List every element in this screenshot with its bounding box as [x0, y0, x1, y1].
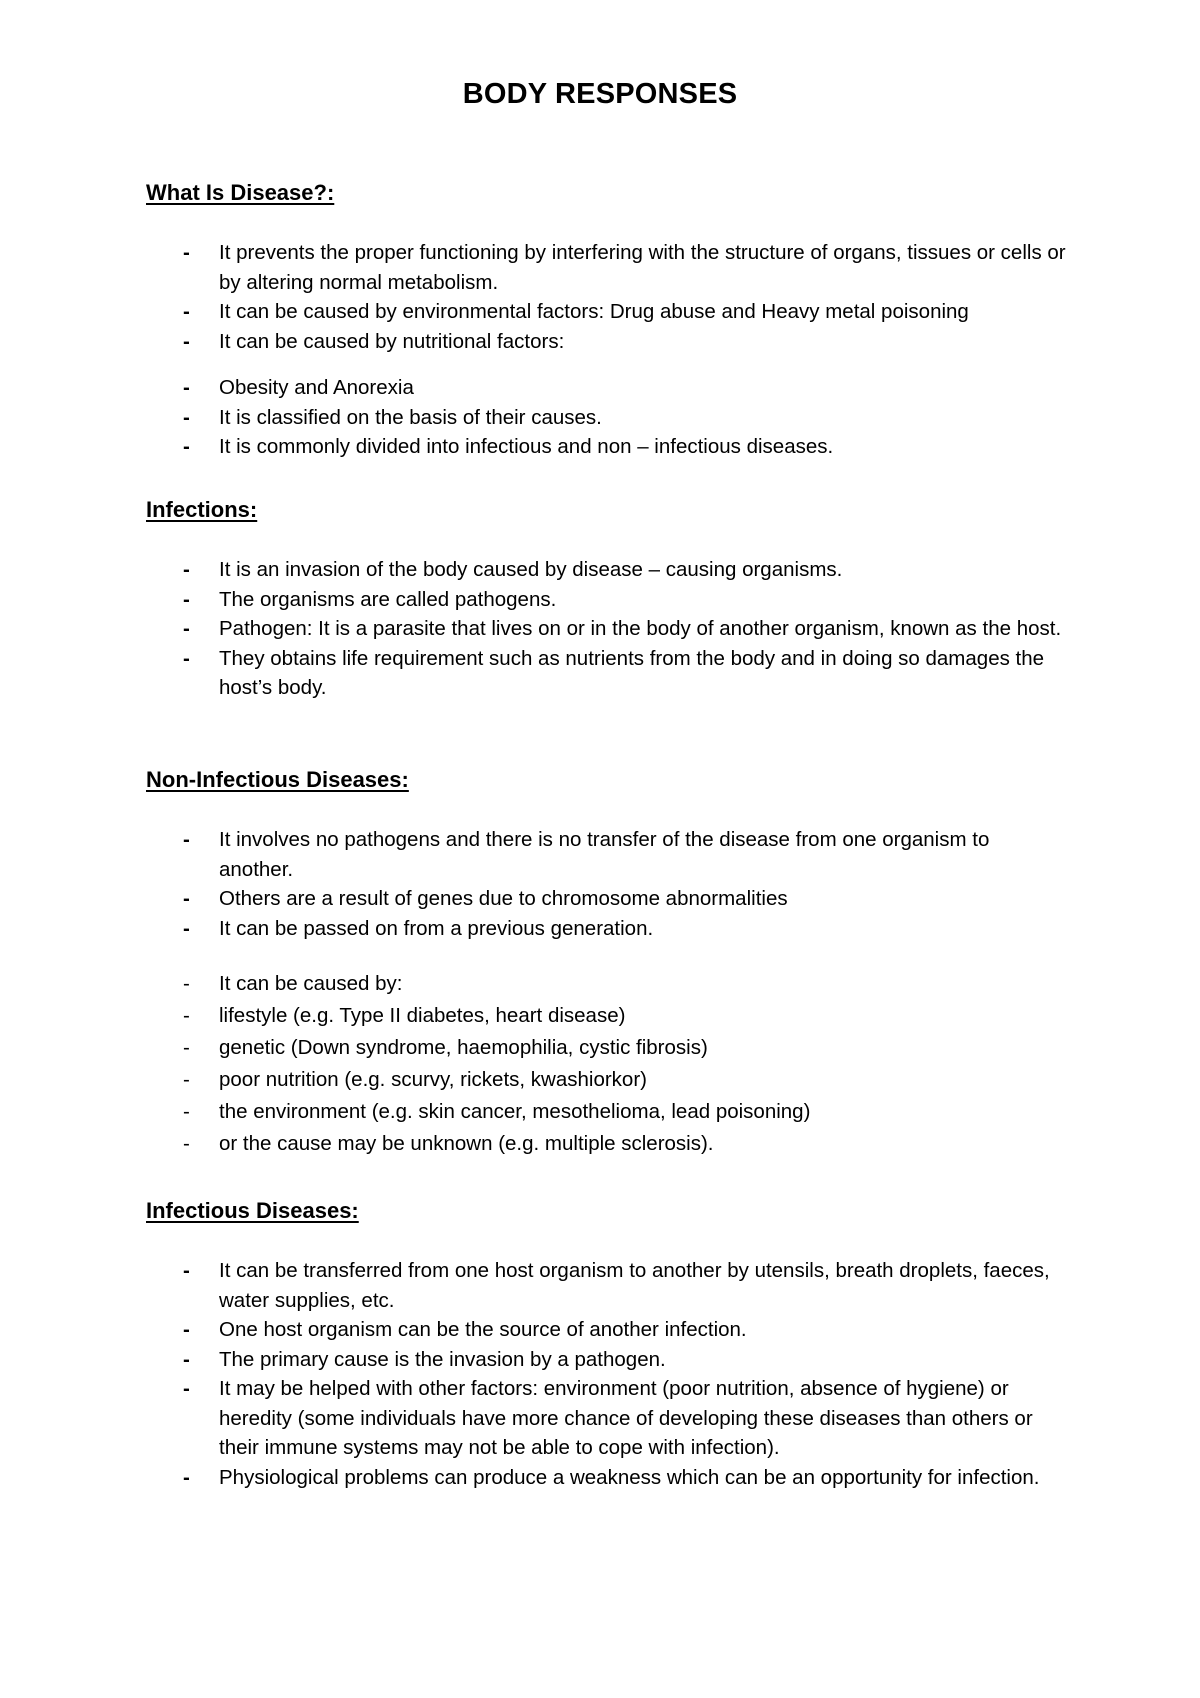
- list-item: - The primary cause is the invasion by a pathogen.: [146, 1345, 1066, 1375]
- list-item: - It can be caused by:: [146, 968, 1066, 1000]
- list-item: - Others are a result of genes due to chromosome abnormalities: [146, 884, 1066, 914]
- list-item: - Obesity and Anorexia: [146, 373, 1066, 403]
- list-item: - the environment (e.g. skin cancer, mesothelioma, lead poisoning): [146, 1096, 1066, 1128]
- list-item: - It may be helped with other factors: environment (poor nutrition, absence of hygiene) or heredity (some individuals have more chance of developing these diseases than others or their immune systems may not be able to cope with infection).: [146, 1374, 1066, 1463]
- list-infectious: [146, 1256, 1066, 1492]
- bullet-dash: -: [183, 1100, 190, 1123]
- bullet-dash: -: [183, 1132, 190, 1155]
- list-item: - The organisms are called pathogens.: [146, 585, 1066, 615]
- bullet-dash: -: [183, 1068, 190, 1091]
- list-item: - It involves no pathogens and there is no transfer of the disease from one organism to another.: [146, 825, 1066, 884]
- list-item: - They obtains life requirement such as nutrients from the body and in doing so damages the host’s body.: [146, 644, 1066, 703]
- bullet-dash: -: [183, 300, 190, 323]
- bullet-dash: -: [183, 558, 190, 581]
- list-item: - It is commonly divided into infectious and non – infectious diseases.: [146, 432, 1066, 462]
- list-what-is-disease-1: [146, 238, 1066, 356]
- bullet-dash: -: [183, 1004, 190, 1027]
- bullet-dash: -: [183, 828, 190, 851]
- list-item: - or the cause may be unknown (e.g. multiple sclerosis).: [146, 1128, 1066, 1160]
- heading-what-is-disease: What Is Disease?:: [146, 180, 335, 205]
- bullet-dash: -: [183, 617, 190, 640]
- bullet-dash: -: [183, 916, 190, 940]
- list-what-is-disease-2: [146, 373, 1066, 462]
- bullet-dash: -: [183, 887, 190, 910]
- bullet-dash: -: [183, 1259, 190, 1282]
- list-item: - Pathogen: It is a parasite that lives on or in the body of another organism, known as the host.: [146, 614, 1066, 644]
- bullet-dash: -: [183, 435, 190, 458]
- bullet-dash: -: [183, 405, 190, 429]
- bullet-dash: -: [183, 1318, 190, 1341]
- list-item: - lifestyle (e.g. Type II diabetes, heart disease): [146, 1000, 1066, 1032]
- list-item: - It is classified on the basis of their causes.: [146, 403, 1066, 433]
- bullet-dash: -: [183, 1347, 190, 1371]
- list-item: - It can be transferred from one host organism to another by utensils, breath droplets, faeces, water supplies, etc.: [146, 1256, 1066, 1315]
- list-item: - It prevents the proper functioning by interfering with the structure of organs, tissues or cells or by altering normal metabolism.: [146, 238, 1066, 297]
- bullet-dash: -: [183, 241, 190, 264]
- list-item: - It can be caused by environmental factors: Drug abuse and Heavy metal poisoning: [146, 297, 1066, 327]
- list-non-infectious-2: [146, 968, 1066, 1160]
- list-item: - One host organism can be the source of another infection.: [146, 1315, 1066, 1345]
- heading-non-infectious-diseases: Non-Infectious Diseases:: [146, 767, 409, 792]
- bullet-dash: -: [183, 1377, 190, 1400]
- list-item: - It can be caused by nutritional factors:: [146, 327, 1066, 357]
- bullet-dash: -: [183, 1036, 190, 1059]
- list-item: - poor nutrition (e.g. scurvy, rickets, kwashiorkor): [146, 1064, 1066, 1096]
- bullet-dash: -: [183, 1465, 190, 1489]
- list-item: - It is an invasion of the body caused by disease – causing organisms.: [146, 555, 1066, 585]
- list-item: - Physiological problems can produce a weakness which can be an opportunity for infection.: [146, 1463, 1066, 1493]
- bullet-dash: -: [183, 329, 190, 353]
- list-item: - genetic (Down syndrome, haemophilia, cystic fibrosis): [146, 1032, 1066, 1064]
- document-title: BODY RESPONSES: [462, 78, 738, 110]
- heading-infectious-diseases: Infectious Diseases:: [146, 1198, 359, 1223]
- list-infections: [146, 555, 1066, 703]
- list-item: - It can be passed on from a previous generation.: [146, 914, 1066, 944]
- list-non-infectious-1: [146, 825, 1066, 943]
- bullet-dash: -: [183, 646, 190, 670]
- bullet-dash: -: [183, 587, 190, 611]
- bullet-dash: -: [183, 376, 190, 399]
- heading-infections: Infections:: [146, 497, 258, 522]
- bullet-dash: -: [183, 972, 190, 995]
